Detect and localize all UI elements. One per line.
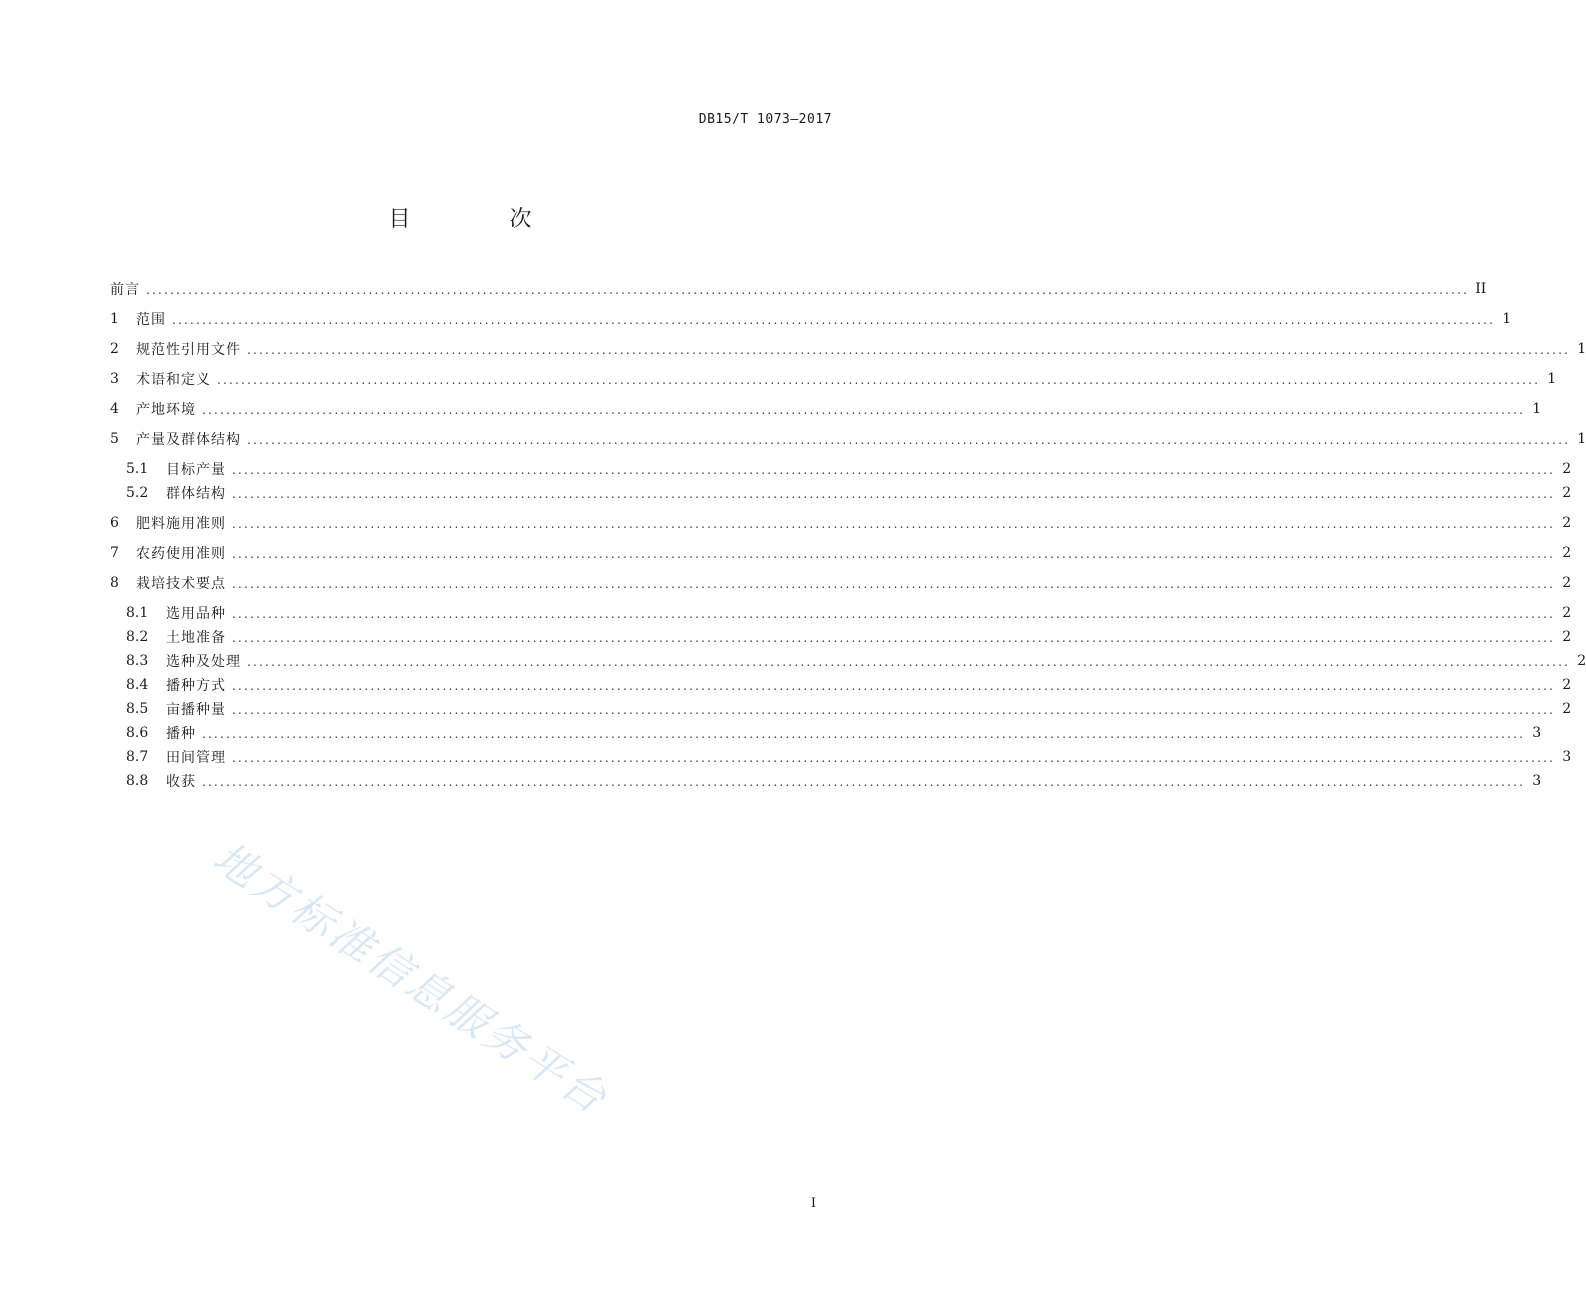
toc-entry-label: 肥料施用准则 bbox=[136, 516, 226, 532]
toc-entry-page: 2 bbox=[1562, 485, 1572, 501]
toc-entry-page: 3 bbox=[1532, 725, 1542, 741]
toc-dot-leader: ............................................................................................................................................................................................................................ bbox=[232, 517, 1556, 531]
toc-entry[interactable] bbox=[126, 602, 1572, 624]
toc-entry-number: 8.1 bbox=[126, 605, 149, 621]
toc-entry-label: 前言 bbox=[110, 282, 140, 298]
toc-dot-leader: ............................................................................................................................................................................................................................ bbox=[232, 487, 1556, 501]
toc-entry[interactable] bbox=[110, 308, 1512, 330]
toc-entry-number: 2 bbox=[110, 341, 119, 357]
toc-entry[interactable] bbox=[126, 458, 1572, 480]
toc-entry-page: 2 bbox=[1562, 545, 1572, 561]
toc-entry-label: 产地环境 bbox=[136, 402, 196, 418]
toc-dot-leader: ............................................................................................................................................................................................................................ bbox=[247, 433, 1571, 447]
page-number: I bbox=[810, 1196, 816, 1211]
toc-entry-number: 8.6 bbox=[126, 725, 149, 741]
toc-entry[interactable] bbox=[126, 698, 1572, 720]
document-code: DB15/T 1073—2017 bbox=[698, 112, 832, 127]
toc-entry-label: 选用品种 bbox=[166, 606, 226, 622]
toc-entry-page: II bbox=[1475, 281, 1487, 297]
toc-entry-number: 8.3 bbox=[126, 653, 149, 669]
toc-entry-label: 收获 bbox=[166, 774, 196, 790]
toc-dot-leader: ............................................................................................................................................................................................................................ bbox=[232, 703, 1556, 717]
toc-entry-label: 选种及处理 bbox=[166, 654, 241, 670]
toc-entry-number: 1 bbox=[110, 311, 119, 327]
toc-entry-page: 1 bbox=[1502, 311, 1512, 327]
toc-entry-page: 2 bbox=[1562, 605, 1572, 621]
toc-entry-page: 2 bbox=[1562, 629, 1572, 645]
toc-entry[interactable] bbox=[126, 722, 1542, 744]
toc-entry-page: 2 bbox=[1577, 653, 1586, 669]
toc-entry[interactable] bbox=[110, 572, 1572, 594]
toc-entry-number: 6 bbox=[110, 515, 119, 531]
toc-dot-leader: ............................................................................................................................................................................................................................ bbox=[217, 373, 1541, 387]
toc-entry[interactable] bbox=[126, 746, 1572, 768]
toc-dot-leader: ............................................................................................................................................................................................................................ bbox=[232, 679, 1556, 693]
toc-entry-number: 8.5 bbox=[126, 701, 149, 717]
toc-entry-page: 2 bbox=[1562, 515, 1572, 531]
toc-dot-leader: ............................................................................................................................................................................................................................ bbox=[202, 403, 1526, 417]
toc-entry-page: 1 bbox=[1577, 431, 1586, 447]
toc-dot-leader: ............................................................................................................................................................................................................................ bbox=[232, 631, 1556, 645]
toc-entry[interactable] bbox=[110, 368, 1557, 390]
toc-entry-label: 农药使用准则 bbox=[136, 546, 226, 562]
toc-entry-page: 2 bbox=[1562, 461, 1572, 477]
toc-dot-leader: ............................................................................................................................................................................................................................ bbox=[232, 463, 1556, 477]
toc-dot-leader: ............................................................................................................................................................................................................................ bbox=[172, 313, 1496, 327]
toc-dot-leader: ............................................................................................................................................................................................................................ bbox=[202, 727, 1526, 741]
watermark: 地方标准信息服务平台 bbox=[204, 832, 618, 1125]
toc-entry-label: 目标产量 bbox=[166, 462, 226, 478]
toc-entry-page: 2 bbox=[1562, 701, 1572, 717]
toc-dot-leader: ............................................................................................................................................................................................................................ bbox=[232, 607, 1556, 621]
toc-entry[interactable] bbox=[110, 542, 1572, 564]
toc-dot-leader: ............................................................................................................................................................................................................................ bbox=[232, 751, 1556, 765]
toc-entry-number: 5.1 bbox=[126, 461, 149, 477]
toc-entry-label: 范围 bbox=[136, 312, 166, 328]
toc-dot-leader: ............................................................................................................................................................................................................................ bbox=[232, 547, 1556, 561]
toc-entry-number: 4 bbox=[110, 401, 119, 417]
toc-entry-page: 3 bbox=[1562, 749, 1572, 765]
toc-entry-number: 8 bbox=[110, 575, 119, 591]
toc-dot-leader: ............................................................................................................................................................................................................................ bbox=[146, 283, 1470, 297]
toc-entry[interactable] bbox=[126, 626, 1572, 648]
toc-entry-number: 5 bbox=[110, 431, 119, 447]
toc-entry[interactable] bbox=[110, 428, 1586, 450]
toc-entry-page: 3 bbox=[1532, 773, 1542, 789]
toc-entry[interactable] bbox=[126, 770, 1542, 792]
toc-entry-label: 播种 bbox=[166, 726, 196, 742]
toc-entry-label: 群体结构 bbox=[166, 486, 226, 502]
toc-entry[interactable] bbox=[110, 512, 1572, 534]
toc-entry[interactable] bbox=[110, 398, 1542, 420]
toc-entry-number: 7 bbox=[110, 545, 119, 561]
toc-dot-leader: ............................................................................................................................................................................................................................ bbox=[247, 655, 1571, 669]
toc-entry-number: 8.2 bbox=[126, 629, 149, 645]
page-title: 目 次 bbox=[388, 207, 578, 232]
toc-entry-page: 1 bbox=[1577, 341, 1586, 357]
toc-entry-label: 亩播种量 bbox=[166, 702, 226, 718]
toc-entry-label: 田间管理 bbox=[166, 750, 226, 766]
toc-entry-page: 2 bbox=[1562, 575, 1572, 591]
toc-entry-page: 1 bbox=[1547, 371, 1557, 387]
toc-entry-label: 术语和定义 bbox=[136, 372, 211, 388]
toc-entry[interactable] bbox=[126, 650, 1586, 672]
toc-entry-page: 2 bbox=[1562, 677, 1572, 693]
toc-entry-label: 栽培技术要点 bbox=[136, 576, 226, 592]
toc-entry[interactable] bbox=[110, 278, 1487, 300]
toc-dot-leader: ............................................................................................................................................................................................................................ bbox=[232, 577, 1556, 591]
toc-entry-label: 播种方式 bbox=[166, 678, 226, 694]
toc-dot-leader: ............................................................................................................................................................................................................................ bbox=[247, 343, 1571, 357]
toc-entry-page: 1 bbox=[1532, 401, 1542, 417]
toc-entry-label: 规范性引用文件 bbox=[136, 342, 241, 358]
toc-dot-leader: ............................................................................................................................................................................................................................ bbox=[202, 775, 1526, 789]
toc-entry-number: 8.8 bbox=[126, 773, 149, 789]
toc-entry[interactable] bbox=[126, 482, 1572, 504]
toc-entry-label: 产量及群体结构 bbox=[136, 432, 241, 448]
toc-entry-number: 3 bbox=[110, 371, 119, 387]
toc-entry-number: 5.2 bbox=[126, 485, 149, 501]
toc-entry-label: 土地准备 bbox=[166, 630, 226, 646]
toc-entry[interactable] bbox=[110, 338, 1586, 360]
toc-entry[interactable] bbox=[126, 674, 1572, 696]
toc-entry-number: 8.4 bbox=[126, 677, 149, 693]
toc-entry-number: 8.7 bbox=[126, 749, 149, 765]
